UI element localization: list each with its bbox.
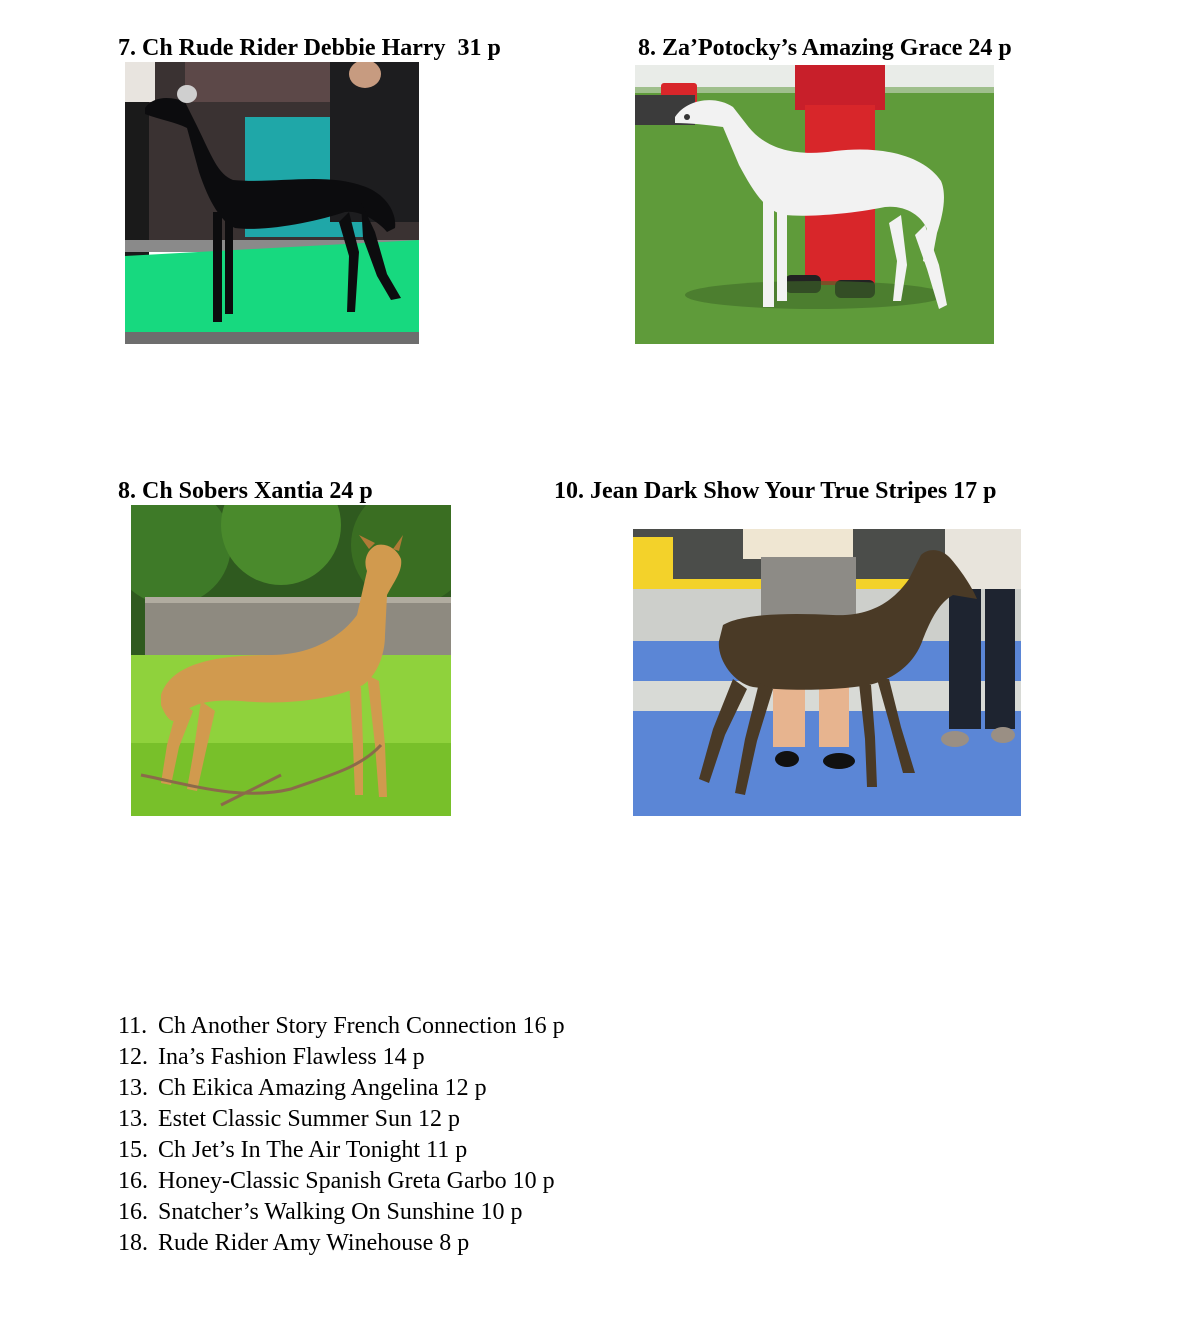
entry-rank: 8. bbox=[638, 35, 656, 61]
list-rank: 13. bbox=[118, 1075, 148, 1101]
list-item bbox=[118, 1073, 565, 1104]
ranking-list bbox=[118, 1011, 565, 1259]
list-name: Snatcher’s Walking On Sunshine 10 p bbox=[158, 1199, 523, 1225]
entry-10-title bbox=[554, 477, 997, 505]
entry-rank: 7. bbox=[118, 35, 136, 61]
list-name: Estet Classic Summer Sun 12 p bbox=[158, 1106, 460, 1132]
entry-8b-photo bbox=[131, 505, 451, 816]
entry-8a-photo bbox=[635, 65, 994, 344]
entry-8b-title bbox=[118, 477, 373, 505]
list-rank: 12. bbox=[118, 1044, 148, 1070]
list-item bbox=[118, 1197, 565, 1228]
list-name: Ch Jet’s In The Air Tonight 11 p bbox=[158, 1137, 468, 1163]
entry-name: Ch Sobers Xantia 24 p bbox=[142, 478, 373, 504]
list-name: Ch Another Story French Connection 16 p bbox=[158, 1013, 565, 1039]
list-item bbox=[118, 1228, 565, 1259]
entry-10-photo bbox=[633, 529, 1021, 816]
entry-rank: 10. bbox=[554, 478, 584, 504]
entry-rank: 8. bbox=[118, 478, 136, 504]
list-rank: 16. bbox=[118, 1168, 148, 1194]
list-rank: 15. bbox=[118, 1137, 148, 1163]
entry-name: Za’Potocky’s Amazing Grace 24 p bbox=[662, 35, 1012, 61]
list-name: Rude Rider Amy Winehouse 8 p bbox=[158, 1230, 470, 1256]
entry-7-photo bbox=[125, 62, 419, 344]
list-item bbox=[118, 1011, 565, 1042]
list-rank: 11. bbox=[118, 1013, 148, 1039]
list-item bbox=[118, 1104, 565, 1135]
list-rank: 16. bbox=[118, 1199, 148, 1225]
list-rank: 13. bbox=[118, 1106, 148, 1132]
list-name: Honey-Classic Spanish Greta Garbo 10 p bbox=[158, 1168, 555, 1194]
entry-name: Ch Rude Rider Debbie Harry 31 p bbox=[142, 35, 501, 61]
list-item bbox=[118, 1135, 565, 1166]
entry-8a-title bbox=[638, 34, 1012, 62]
entry-name: Jean Dark Show Your True Stripes 17 p bbox=[590, 478, 997, 504]
list-rank: 18. bbox=[118, 1230, 148, 1256]
list-name: Ina’s Fashion Flawless 14 p bbox=[158, 1044, 425, 1070]
list-item bbox=[118, 1042, 565, 1073]
entry-7-title bbox=[118, 34, 501, 62]
list-item bbox=[118, 1166, 565, 1197]
list-name: Ch Eikica Amazing Angelina 12 p bbox=[158, 1075, 487, 1101]
